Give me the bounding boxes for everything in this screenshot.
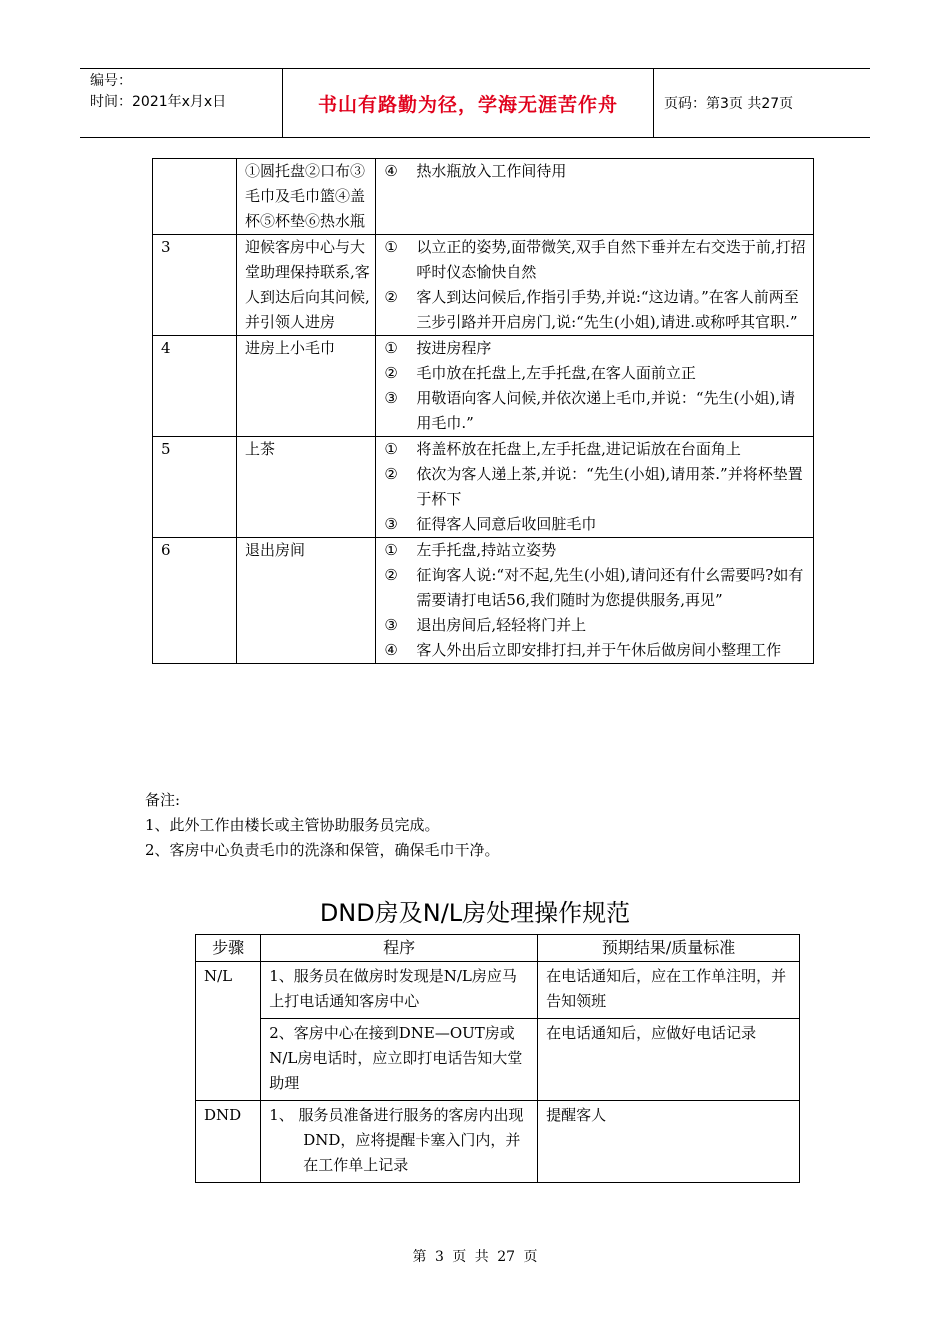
- step-text: 依次为客人递上茶,并说：“先生(小姐),请用茶.”并将杯垫置于杯下: [416, 465, 803, 508]
- row-steps: [376, 538, 814, 664]
- step-line: [384, 512, 809, 537]
- step-marker: ④: [384, 641, 398, 659]
- step-line: [384, 437, 809, 462]
- note-item: 1、此外工作由楼长或主管协助服务员完成。: [145, 816, 440, 834]
- step-text: 征得客人同意后收回脏毛巾: [416, 515, 597, 533]
- row-number: 5: [153, 437, 237, 538]
- step-marker: ②: [384, 465, 398, 483]
- result-cell: 在电话通知后，应做好电话记录: [538, 1019, 800, 1101]
- step-line: [384, 159, 809, 184]
- note-item: 2、客房中心负责毛巾的洗涤和保管，确保毛巾干净。: [145, 841, 500, 859]
- notes-label: 备注:: [145, 791, 181, 809]
- row-number: 6: [153, 538, 237, 664]
- step-text: 客人外出后立即安排打扫,并于午休后做房间小整理工作: [416, 641, 782, 659]
- row-number: [153, 159, 237, 235]
- step-line: [384, 563, 809, 613]
- step-marker: ①: [384, 440, 398, 458]
- procedure-text: 1、 服务员准备进行服务的客房内出现DND，应将提醒卡塞入门内，并在工作单上记录: [269, 1106, 524, 1174]
- step-marker: ③: [384, 515, 398, 533]
- table-row: [196, 1019, 800, 1101]
- step-nl: N/L: [196, 962, 261, 1101]
- row-item: 进房上小毛巾: [237, 336, 376, 437]
- step-marker: ③: [384, 389, 398, 407]
- row-item: 退出房间: [237, 538, 376, 664]
- step-text: 毛巾放在托盘上,左手托盘,在客人面前立正: [416, 364, 696, 382]
- step-text: 将盖杯放在托盘上,左手托盘,进记诟放在台面角上: [416, 440, 741, 458]
- step-line: [384, 638, 809, 663]
- step-text: 客人到达问候后,作指引手势,并说:“这边请。”在客人前两至三步引路并开启房门,说:“先生(小姐),请进.或称呼其官职.”: [416, 288, 799, 331]
- table-row: [153, 159, 814, 235]
- step-text: 按进房程序: [416, 339, 492, 357]
- page-header: [80, 68, 870, 138]
- header-page-label: 页码：第3页 共27页: [664, 96, 794, 112]
- row-steps: [376, 235, 814, 336]
- notes: [145, 788, 500, 863]
- header-meta: [80, 69, 283, 137]
- code-label: 编号：: [90, 73, 132, 89]
- section-title: DND房及N/L房处理操作规范: [319, 899, 631, 927]
- table-row: [153, 235, 814, 336]
- procedure-cell: 1、服务员在做房时发现是N/L房应马上打电话通知客房中心: [261, 962, 538, 1019]
- row-number: 3: [153, 235, 237, 336]
- row-steps: [376, 437, 814, 538]
- dnd-nl-table: [195, 934, 800, 1183]
- time-label: 时间：2021年x月x日: [90, 94, 227, 110]
- row-number: 4: [153, 336, 237, 437]
- row-steps: [376, 336, 814, 437]
- step-marker: ②: [384, 288, 398, 306]
- step-marker: ③: [384, 616, 398, 634]
- step-text: 左手托盘,持站立姿势: [416, 541, 557, 559]
- table-row: [196, 1101, 800, 1183]
- step-dnd: DND: [196, 1101, 261, 1183]
- step-line: [384, 538, 809, 563]
- header-procedure: 程序: [261, 935, 538, 962]
- step-text: 征询客人说:“对不起,先生(小姐),请问还有什幺需要吗?如有需要请打电话56,我们随时为您提供服务,再见”: [416, 566, 804, 609]
- step-line: [384, 613, 809, 638]
- step-line: [384, 386, 809, 436]
- procedure-table: [152, 158, 814, 664]
- step-text: 以立正的姿势,面带微笑,双手自然下垂并左右交迭于前,打招呼时仪态愉快自然: [416, 238, 806, 281]
- procedure-cell: 2、客房中心在接到DNE—OUT房或N/L房电话时，应立即打电话告知大堂助理: [261, 1019, 538, 1101]
- step-line: [384, 235, 809, 285]
- table-header-row: [196, 935, 800, 962]
- table-row: [196, 962, 800, 1019]
- header-step: 步骤: [196, 935, 261, 962]
- step-line: [384, 361, 809, 386]
- step-marker: ②: [384, 364, 398, 382]
- step-line: [384, 285, 809, 335]
- table-row: [153, 538, 814, 664]
- step-marker: ④: [384, 162, 398, 180]
- step-text: 热水瓶放入工作间待用: [416, 162, 567, 180]
- step-text: 退出房间后,轻轻将门并上: [416, 616, 587, 634]
- step-marker: ①: [384, 238, 398, 256]
- procedure-cell: [261, 1101, 538, 1183]
- page-footer: 第 3 页 共 27 页: [412, 1249, 538, 1265]
- result-cell: 在电话通知后，应在工作单注明，并告知领班: [538, 962, 800, 1019]
- row-item: 迎候客房中心与大堂助理保持联系,客人到达后向其问候,并引领人进房: [237, 235, 376, 336]
- table-row: [153, 437, 814, 538]
- row-item: 上茶: [237, 437, 376, 538]
- step-line: [384, 336, 809, 361]
- row-item: ①圆托盘②口布③毛巾及毛巾篮④盖杯⑤杯垫⑥热水瓶: [237, 159, 376, 235]
- row-steps: [376, 159, 814, 235]
- step-text: 用敬语向客人问候,并依次递上毛巾,并说：“先生(小姐),请用毛巾.”: [416, 389, 796, 432]
- step-marker: ①: [384, 339, 398, 357]
- step-line: [384, 462, 809, 512]
- result-cell: 提醒客人: [538, 1101, 800, 1183]
- step-marker: ①: [384, 541, 398, 559]
- header-motto: 书山有路勤为径，学海无涯苦作舟: [283, 69, 654, 137]
- table-row: [153, 336, 814, 437]
- header-result: 预期结果/质量标准: [538, 935, 800, 962]
- step-marker: ②: [384, 566, 398, 584]
